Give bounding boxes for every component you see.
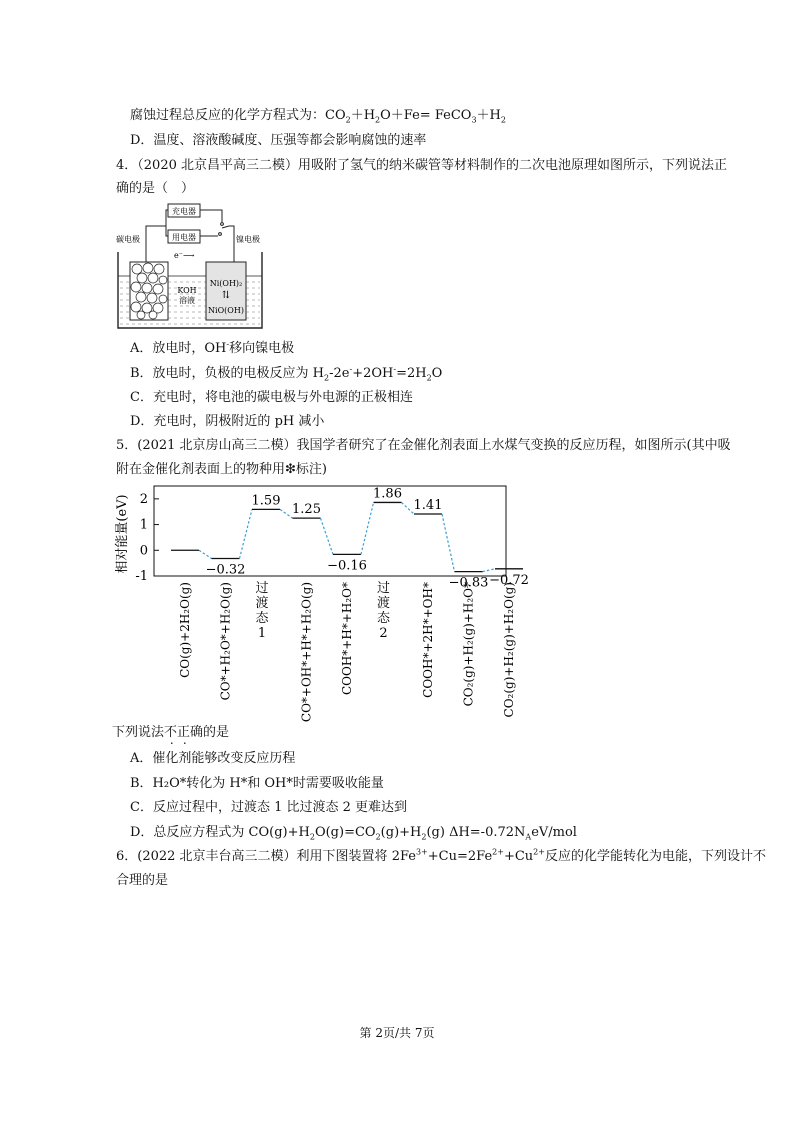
connector-line [361,502,374,554]
q4-option-a: A．放电时，OH-移向镍电极 [130,339,295,356]
q5-stem-line1: 5．(2021 北京房山高三二模）我国学者研究了在金催化剂表面上水煤气变换的反应历程，如图所示(其中吸 [116,438,731,453]
energy-levels [171,486,529,590]
level-value-label: −0.83 [448,575,489,591]
transition-state-char: 2 [379,626,388,641]
q5-question: 下列说法不正确的是 [112,725,230,740]
y-tick-label: 2 [139,491,148,507]
y-tick-label: 1 [139,517,148,533]
battery-diagram [112,196,272,332]
page-footer: 第 2页/共 7页 [359,1026,435,1040]
transition-state-char: 过 [376,581,391,596]
transition-state-char: 渡 [255,596,269,611]
category-label: CO(g)+2H₂O(g) [178,582,192,678]
level-value-label: 1.41 [413,498,443,514]
q5-option-c: C．反应过程中，过渡态 1 比过渡态 2 更难达到 [130,800,408,815]
hydrogen-spheres [131,263,167,319]
connector-line [402,502,415,514]
level-value-label: −0.16 [327,558,367,574]
transition-state-char: 渡 [376,596,391,611]
switch-contact-top [221,223,224,226]
transition-state-char: 1 [257,626,267,641]
switch-contact-bottom [219,233,222,236]
transition-state-char: 过 [255,581,269,596]
consumer-label: 用电器 [172,233,196,242]
koh-label: KOH [177,286,197,295]
y-axis-ticks [135,492,159,584]
category-label: CO*+H₂O*+H₂O(g) [218,582,233,701]
q4-stem-line1: 4．（2020 北京昌平高三二模）用吸附了氢气的纳米碳管等材料制作的二次电池原理如图所示，下列说法正 [116,158,727,173]
transition-state-char: 态 [255,611,269,626]
category-label: CO₂(g)+H₂(g)+H₂O(g) [502,582,516,718]
connector-line [280,509,293,518]
level-value-label: 1.25 [292,502,321,518]
category-label: CO₂(g)+H₂(g)+H₂O* [461,582,476,707]
level-value-label: −0.72 [489,572,529,588]
reversible-arrow-icon: ⇅ [221,290,231,301]
y-axis-label: 相对能量(eV) [115,494,130,574]
connector-line [321,518,334,554]
category-label: CO*+OH*+H*+H₂O(g) [299,582,314,723]
wire-right [229,226,234,262]
q6-stem-line2: 合理的是 [116,873,169,888]
q6-stem-line1: 6．(2022 北京丰台高三二模）利用下图装置将 $2Fe^{3+}+Cu=2Fe^{2+}+Cu^{2+}$反应的化学能转化为电能，下列设计不 [116,847,766,864]
connector-line [442,514,455,572]
q5-option-d: D．总反应方程式为 $CO(g)+H_2O(g)=CO_2(g)+H_2(g)$ $\Delta H=-0.72N_AeV$/mol [130,825,577,842]
category-label: COOH*+2H*+OH* [421,582,435,698]
connector-line [483,569,496,572]
y-tick-label: -1 [135,569,148,584]
q5-option-a: A．催化剂能够改变反应历程 [130,751,296,766]
wire-left [146,226,166,262]
category-label: COOH*+H*+H₂O* [340,582,354,696]
q4-stem-line2: 确的是（ ） [116,181,195,196]
electron-flow-label: e⁻⟶ [174,251,195,260]
q3-option-c: 腐蚀过程总反应的化学方程式为：$CO_2+H_2O+Fe=$ $FeCO_3+H_2$ [130,108,506,125]
y-tick-label: 0 [139,543,148,559]
wire-charger-right [200,210,222,222]
q4-option-b: B．放电时，负极的电极反应为 $H_2-2e^-+2OH^-=2H_2O$ [130,364,443,383]
q4-option-c: C．充电时，将电池的碳电极与外电源的正极相连 [130,390,413,405]
connector-line [199,550,212,558]
energy-profile-chart [110,482,529,723]
solution-label: 溶液 [179,296,195,305]
nickel-electrode-label: 镍电极 [236,235,260,244]
q3-option-d: D．温度、溶液酸碱度、压强等都会影响腐蚀的速率 [130,133,427,148]
nickel-oxyhydroxide-label: NiO(OH) [208,306,244,315]
level-value-label: 1.86 [373,486,402,502]
switch-blade [222,226,229,228]
charger-label: 充电器 [172,207,196,216]
connector-line [240,509,253,558]
level-value-label: −0.32 [205,562,246,578]
carbon-electrode-label: 碳电极 [116,235,140,244]
level-value-label: 1.59 [251,493,281,509]
nickel-hydroxide-label: Ni(OH)₂ [209,279,243,288]
q5-option-b: B．H₂O*转化为 H*和 OH*时需要吸收能量 [130,776,384,791]
q5-stem-line2: 附在金催化剂表面上的物种用❇标注) [116,462,327,477]
x-axis-labels [178,580,516,722]
q4-option-d: D．充电时，阴极附近的 pH 减小 [130,414,325,429]
transition-state-char: 态 [376,611,391,626]
